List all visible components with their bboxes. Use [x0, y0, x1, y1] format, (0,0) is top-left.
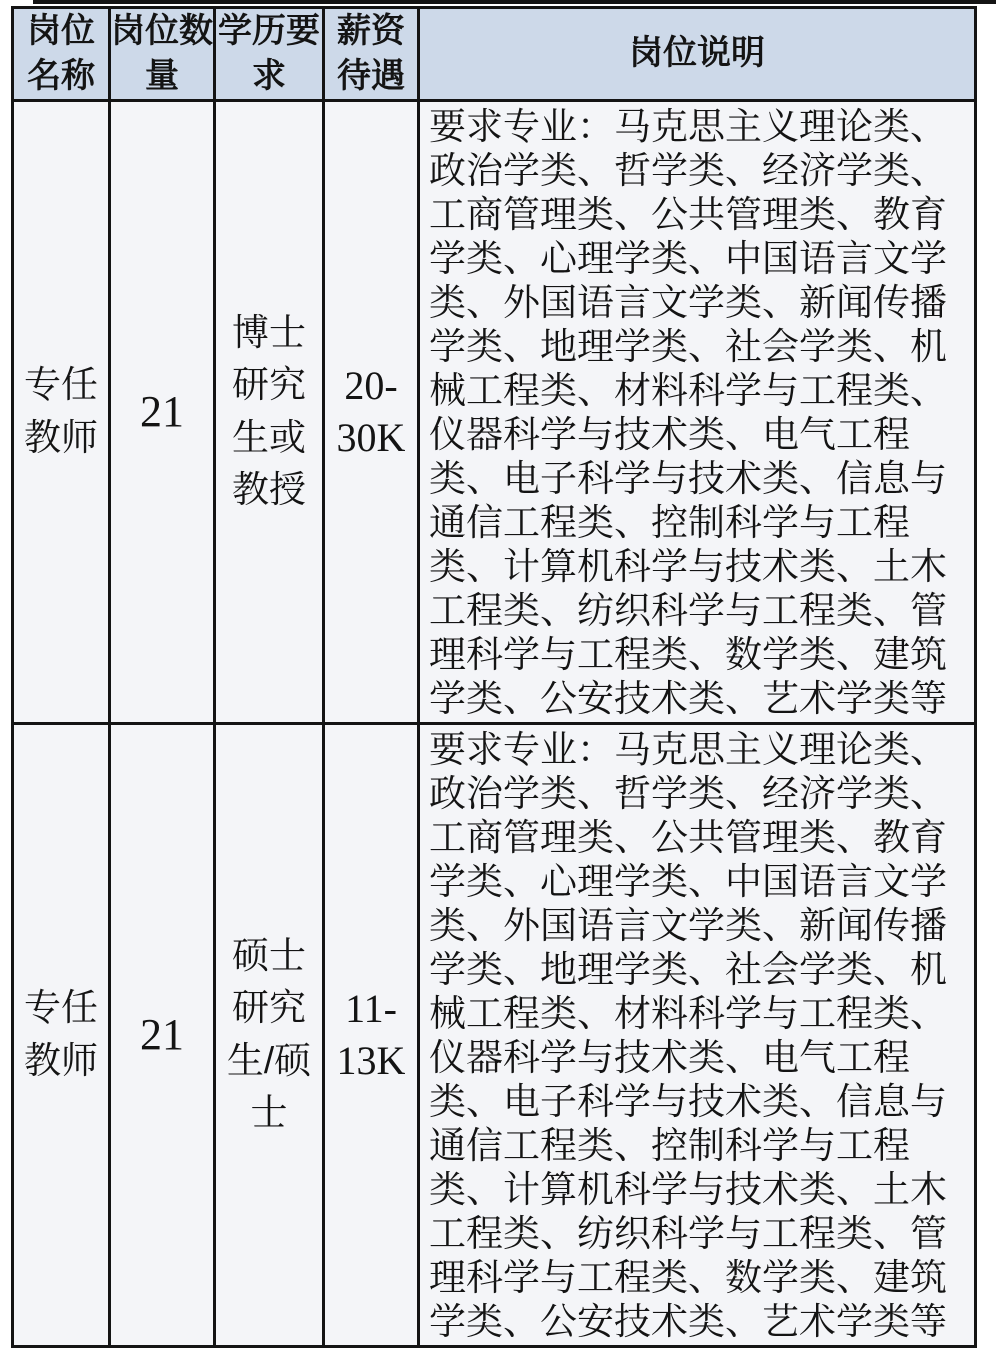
header-row [13, 8, 976, 101]
column-header-position-count: 岗位数量 [110, 8, 215, 101]
table-row [13, 723, 976, 1346]
cell-position-name: 专任教师 [13, 723, 110, 1346]
column-header-job-description: 岗位说明 [419, 8, 976, 101]
cell-position-name: 专任教师 [13, 100, 110, 723]
column-header-salary: 薪资待遇 [324, 8, 419, 101]
cell-salary: 20-30K [324, 100, 419, 723]
cropped-content-artifact [33, 0, 996, 4]
cell-salary: 11-13K [324, 723, 419, 1346]
column-header-education-requirement: 学历要求 [215, 8, 324, 101]
job-postings-table [11, 6, 977, 1348]
cell-description: 要求专业：马克思主义理论类、政治学类、哲学类、经济学类、工商管理类、公共管理类、教育学类、心理学类、中国语言文学类、外国语言文学类、新闻传播学类、地理学类、社会学类、机械工程类、材料科学与工程类、仪器科学与技术类、电气工程类、电子科学与技术类、信息与通信工程类、控制科学与工程类、计算机科学与技术类、土木工程类、纺织科学与工程类、管理科学与工程类、数学类、建筑学类、公安技术类、艺术学类等 [419, 723, 976, 1346]
cell-education: 博士研究生或教授 [215, 100, 324, 723]
table-row [13, 100, 976, 723]
column-header-position-name: 岗位名称 [13, 8, 110, 101]
cell-description: 要求专业：马克思主义理论类、政治学类、哲学类、经济学类、工商管理类、公共管理类、教育学类、心理学类、中国语言文学类、外国语言文学类、新闻传播学类、地理学类、社会学类、机械工程类、材料科学与工程类、仪器科学与技术类、电气工程类、电子科学与技术类、信息与通信工程类、控制科学与工程类、计算机科学与技术类、土木工程类、纺织科学与工程类、管理科学与工程类、数学类、建筑学类、公安技术类、艺术学类等 [419, 100, 976, 723]
cell-position-count: 21 [110, 100, 215, 723]
cell-education: 硕士研究生/硕士 [215, 723, 324, 1346]
cell-position-count: 21 [110, 723, 215, 1346]
